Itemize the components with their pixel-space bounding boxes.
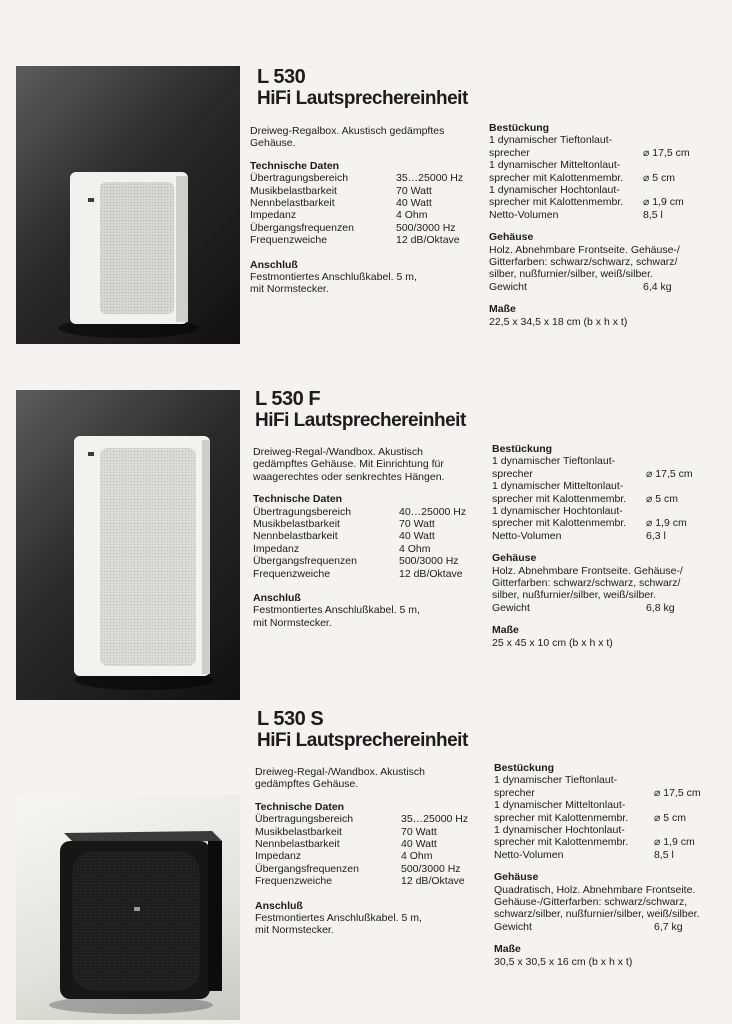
bestueckung-value bbox=[654, 774, 712, 786]
tech-key: Frequenzweiche bbox=[253, 567, 331, 580]
gehaeuse-line: Quadratisch, Holz. Abnehmbare Frontseite. bbox=[494, 883, 696, 896]
product-title-block bbox=[257, 708, 468, 752]
black-cube-speaker-image bbox=[16, 795, 240, 1020]
masse-heading: Maße bbox=[489, 303, 516, 316]
anschluss-line: mit Normstecker. bbox=[253, 616, 332, 629]
bestueckung-row bbox=[494, 836, 712, 848]
bestueckung-key: 1 dynamischer Hochtonlaut- bbox=[489, 184, 620, 197]
bestueckung-key: 1 dynamischer Mitteltonlaut- bbox=[494, 799, 626, 812]
bestueckung-value: ⌀ 1,9 cm bbox=[643, 196, 684, 209]
spec-column-left bbox=[253, 446, 478, 629]
bestueckung-key: 1 dynamischer Mitteltonlaut- bbox=[492, 480, 624, 493]
gehaeuse-line: Gitterfarben: schwarz/schwarz, schwarz/ bbox=[492, 577, 681, 590]
masse-value: 25 x 45 x 10 cm (b x h x t) bbox=[492, 636, 613, 649]
tech-row bbox=[250, 222, 475, 234]
bestueckung-row bbox=[492, 530, 704, 542]
bestueckung-row bbox=[492, 455, 704, 467]
tech-row bbox=[255, 838, 480, 850]
bestueckung-key: 1 dynamischer Tieftonlaut- bbox=[489, 134, 613, 147]
bestueckung-key: sprecher mit Kalottenmembr. bbox=[494, 836, 629, 849]
tech-row bbox=[255, 813, 480, 825]
tech-heading: Technische Daten bbox=[255, 800, 345, 813]
tech-value: 35…25000 Hz bbox=[396, 172, 464, 185]
product-model: L 530 F bbox=[255, 388, 321, 410]
bestueckung-value: 8,5 l bbox=[654, 848, 674, 861]
tech-value: 70 Watt bbox=[396, 184, 432, 197]
tech-row bbox=[253, 555, 478, 567]
gehaeuse-line: schwarz/silber, nußfurnier/silber, weiß/silber. bbox=[494, 908, 700, 921]
bestueckung-value bbox=[643, 184, 701, 196]
bestueckung-key: sprecher mit Kalottenmembr. bbox=[492, 517, 627, 530]
gewicht-row bbox=[489, 281, 701, 293]
product-title-block bbox=[257, 66, 468, 110]
bestueckung-heading: Bestückung bbox=[494, 762, 555, 774]
anschluss-heading: Anschluß bbox=[253, 592, 301, 605]
gehaeuse-heading: Gehäuse bbox=[494, 871, 539, 884]
anschluss-line: mit Normstecker. bbox=[250, 283, 329, 296]
description-line: gedämpftes Gehäuse. Mit Einrichtung für bbox=[253, 458, 444, 471]
product-photo-l530 bbox=[16, 66, 240, 344]
bestueckung-value bbox=[654, 824, 712, 836]
description-line: Dreiweg-Regal-/Wandbox. Akustisch bbox=[253, 446, 424, 458]
tech-key: Übertragungsbereich bbox=[250, 172, 349, 185]
bestueckung-value bbox=[646, 480, 704, 492]
tech-row bbox=[253, 568, 478, 580]
bestueckung-value bbox=[646, 505, 704, 517]
tech-key: Nennbelastbarkeit bbox=[253, 530, 338, 543]
bestueckung-row bbox=[489, 159, 701, 171]
bestueckung-key: 1 dynamischer Hochtonlaut- bbox=[492, 505, 623, 518]
bestueckung-heading: Bestückung bbox=[492, 443, 553, 455]
bestueckung-value bbox=[654, 799, 712, 811]
tech-key: Frequenzweiche bbox=[250, 234, 328, 247]
description-line: gedämpftes Gehäuse. bbox=[255, 778, 359, 791]
tech-value: 12 dB/Oktave bbox=[396, 234, 460, 247]
bestueckung-row bbox=[492, 517, 704, 529]
bestueckung-key: 1 dynamischer Tieftonlaut- bbox=[494, 774, 618, 787]
bestueckung-row bbox=[492, 493, 704, 505]
product-model: L 530 bbox=[257, 66, 306, 88]
bestueckung-row bbox=[489, 172, 701, 184]
bestueckung-key: sprecher bbox=[492, 467, 533, 480]
description-line: Gehäuse. bbox=[250, 137, 296, 150]
anschluss-line: Festmontiertes Anschlußkabel. 5 m, bbox=[255, 912, 422, 925]
tech-key: Musikbelastbarkeit bbox=[253, 518, 340, 531]
product-model: L 530 S bbox=[257, 708, 324, 730]
bestueckung-key: sprecher bbox=[489, 146, 530, 159]
bestueckung-key: sprecher bbox=[494, 786, 535, 799]
bestueckung-value: ⌀ 17,5 cm bbox=[646, 467, 693, 480]
tech-row bbox=[250, 209, 475, 221]
bestueckung-value bbox=[643, 134, 701, 146]
tech-key: Impedanz bbox=[250, 209, 297, 222]
anschluss-line: mit Normstecker. bbox=[255, 924, 334, 937]
gewicht-value: 6,7 kg bbox=[654, 920, 683, 933]
tech-key: Übergangsfrequenzen bbox=[255, 862, 359, 875]
gewicht-row bbox=[492, 602, 704, 614]
spec-column-right bbox=[489, 122, 701, 328]
product-title-block bbox=[255, 388, 466, 432]
bestueckung-value: ⌀ 1,9 cm bbox=[654, 836, 695, 849]
bestueckung-value: 8,5 l bbox=[643, 208, 663, 221]
bestueckung-value: ⌀ 1,9 cm bbox=[646, 517, 687, 530]
masse-heading: Maße bbox=[494, 943, 521, 956]
description-line: waagerechtes oder senkrechtes Hängen. bbox=[253, 470, 445, 483]
bestueckung-key: 1 dynamischer Hochtonlaut- bbox=[494, 824, 625, 837]
tech-key: Impedanz bbox=[255, 850, 302, 863]
bestueckung-key: sprecher mit Kalottenmembr. bbox=[489, 171, 624, 184]
tech-value: 35…25000 Hz bbox=[401, 813, 469, 826]
bestueckung-key: sprecher mit Kalottenmembr. bbox=[492, 492, 627, 505]
bestueckung-row bbox=[489, 209, 701, 221]
bestueckung-value: ⌀ 5 cm bbox=[646, 492, 678, 505]
gehaeuse-heading: Gehäuse bbox=[489, 231, 534, 244]
tech-value: 12 dB/Oktave bbox=[401, 875, 465, 888]
product-name: HiFi Lautsprechereinheit bbox=[257, 730, 468, 751]
gehaeuse-line: Gitterfarben: schwarz/schwarz, schwarz/ bbox=[489, 256, 678, 269]
bestueckung-row bbox=[492, 480, 704, 492]
tech-heading: Technische Daten bbox=[250, 159, 340, 172]
tech-key: Übertragungsbereich bbox=[253, 505, 352, 518]
masse-value: 22,5 x 34,5 x 18 cm (b x h x t) bbox=[489, 315, 628, 328]
tech-row bbox=[250, 197, 475, 209]
bestueckung-value: 6,3 l bbox=[646, 529, 666, 542]
anschluss-heading: Anschluß bbox=[250, 258, 298, 271]
bestueckung-row bbox=[494, 787, 712, 799]
tech-value: 70 Watt bbox=[399, 518, 435, 531]
spec-column-right bbox=[492, 443, 704, 649]
tech-value: 500/3000 Hz bbox=[399, 555, 459, 568]
product-name: HiFi Lautsprechereinheit bbox=[257, 88, 468, 109]
tech-value: 40 Watt bbox=[399, 530, 435, 543]
tech-key: Übertragungsbereich bbox=[255, 813, 354, 826]
bestueckung-row bbox=[489, 147, 701, 159]
bestueckung-heading: Bestückung bbox=[489, 122, 550, 134]
bestueckung-value: ⌀ 17,5 cm bbox=[643, 146, 690, 159]
bestueckung-key: Netto-Volumen bbox=[492, 529, 562, 542]
tech-row bbox=[253, 543, 478, 555]
tech-key: Musikbelastbarkeit bbox=[255, 825, 342, 838]
tech-value: 500/3000 Hz bbox=[401, 862, 461, 875]
bestueckung-key: 1 dynamischer Tieftonlaut- bbox=[492, 455, 616, 468]
bestueckung-row bbox=[494, 849, 712, 861]
tech-row bbox=[253, 518, 478, 530]
tech-row bbox=[253, 530, 478, 542]
tech-row bbox=[250, 234, 475, 246]
anschluss-line: Festmontiertes Anschlußkabel. 5 m, bbox=[250, 271, 417, 284]
tech-heading: Technische Daten bbox=[253, 493, 343, 506]
gehaeuse-heading: Gehäuse bbox=[492, 552, 537, 565]
tech-row bbox=[255, 850, 480, 862]
bestueckung-value: ⌀ 5 cm bbox=[643, 171, 675, 184]
bestueckung-value bbox=[646, 455, 704, 467]
gehaeuse-line: Holz. Abnehmbare Frontseite. Gehäuse-/ bbox=[489, 243, 680, 256]
gewicht-value: 6,4 kg bbox=[643, 280, 672, 293]
tech-row bbox=[250, 185, 475, 197]
spec-column-left bbox=[255, 766, 480, 937]
bestueckung-row bbox=[494, 812, 712, 824]
white-wall-speaker-image bbox=[16, 390, 240, 700]
tech-key: Nennbelastbarkeit bbox=[255, 838, 340, 851]
bestueckung-key: Netto-Volumen bbox=[494, 848, 564, 861]
tech-key: Nennbelastbarkeit bbox=[250, 197, 335, 210]
tech-value: 12 dB/Oktave bbox=[399, 567, 463, 580]
white-speaker-image bbox=[16, 66, 240, 344]
product-photo-l530s bbox=[16, 795, 240, 1020]
tech-value: 70 Watt bbox=[401, 825, 437, 838]
masse-heading: Maße bbox=[492, 624, 519, 637]
gehaeuse-line: silber, nußfurnier/silber, weiß/silber. bbox=[489, 268, 653, 281]
tech-value: 4 Ohm bbox=[401, 850, 433, 863]
bestueckung-key: Netto-Volumen bbox=[489, 208, 559, 221]
tech-key: Musikbelastbarkeit bbox=[250, 184, 337, 197]
description-line: Dreiweg-Regalbox. Akustisch gedämpftes bbox=[250, 125, 445, 137]
tech-row bbox=[255, 875, 480, 887]
tech-value: 40 Watt bbox=[396, 197, 432, 210]
bestueckung-value bbox=[643, 159, 701, 171]
tech-row bbox=[250, 172, 475, 184]
tech-row bbox=[253, 506, 478, 518]
bestueckung-value: ⌀ 17,5 cm bbox=[654, 786, 701, 799]
anschluss-line: Festmontiertes Anschlußkabel. 5 m, bbox=[253, 604, 420, 617]
bestueckung-row bbox=[494, 799, 712, 811]
bestueckung-row bbox=[489, 184, 701, 196]
tech-value: 40 Watt bbox=[401, 838, 437, 851]
bestueckung-row bbox=[489, 196, 701, 208]
spec-column-right bbox=[494, 762, 712, 968]
tech-row bbox=[255, 863, 480, 875]
bestueckung-key: 1 dynamischer Mitteltonlaut- bbox=[489, 159, 621, 172]
tech-value: 4 Ohm bbox=[396, 209, 428, 222]
bestueckung-row bbox=[489, 134, 701, 146]
spec-column-left bbox=[250, 125, 475, 296]
bestueckung-key: sprecher mit Kalottenmembr. bbox=[494, 811, 629, 824]
gehaeuse-line: Gehäuse-/Gitterfarben: schwarz/schwarz, bbox=[494, 896, 688, 909]
bestueckung-row bbox=[494, 774, 712, 786]
description-line: Dreiweg-Regal-/Wandbox. Akustisch bbox=[255, 766, 426, 778]
bestueckung-row bbox=[492, 505, 704, 517]
tech-key: Frequenzweiche bbox=[255, 875, 333, 888]
anschluss-heading: Anschluß bbox=[255, 899, 303, 912]
tech-row bbox=[255, 826, 480, 838]
bestueckung-row bbox=[492, 468, 704, 480]
masse-value: 30,5 x 30,5 x 16 cm (b x h x t) bbox=[494, 955, 633, 968]
bestueckung-value: ⌀ 5 cm bbox=[654, 811, 686, 824]
tech-key: Übergangsfrequenzen bbox=[253, 555, 357, 568]
tech-value: 500/3000 Hz bbox=[396, 221, 456, 234]
gewicht-label: Gewicht bbox=[494, 920, 532, 933]
gehaeuse-line: Holz. Abnehmbare Frontseite. Gehäuse-/ bbox=[492, 564, 683, 577]
bestueckung-key: sprecher mit Kalottenmembr. bbox=[489, 196, 624, 209]
tech-key: Übergangsfrequenzen bbox=[250, 221, 354, 234]
gewicht-value: 6,8 kg bbox=[646, 601, 675, 614]
tech-value: 40…25000 Hz bbox=[399, 505, 467, 518]
tech-key: Impedanz bbox=[253, 542, 300, 555]
gewicht-label: Gewicht bbox=[492, 601, 530, 614]
product-name: HiFi Lautsprechereinheit bbox=[255, 410, 466, 431]
tech-value: 4 Ohm bbox=[399, 542, 431, 555]
bestueckung-row bbox=[494, 824, 712, 836]
gehaeuse-line: silber, nußfurnier/silber, weiß/silber. bbox=[492, 589, 656, 602]
product-photo-l530f bbox=[16, 390, 240, 700]
gewicht-label: Gewicht bbox=[489, 280, 527, 293]
gewicht-row bbox=[494, 921, 712, 933]
